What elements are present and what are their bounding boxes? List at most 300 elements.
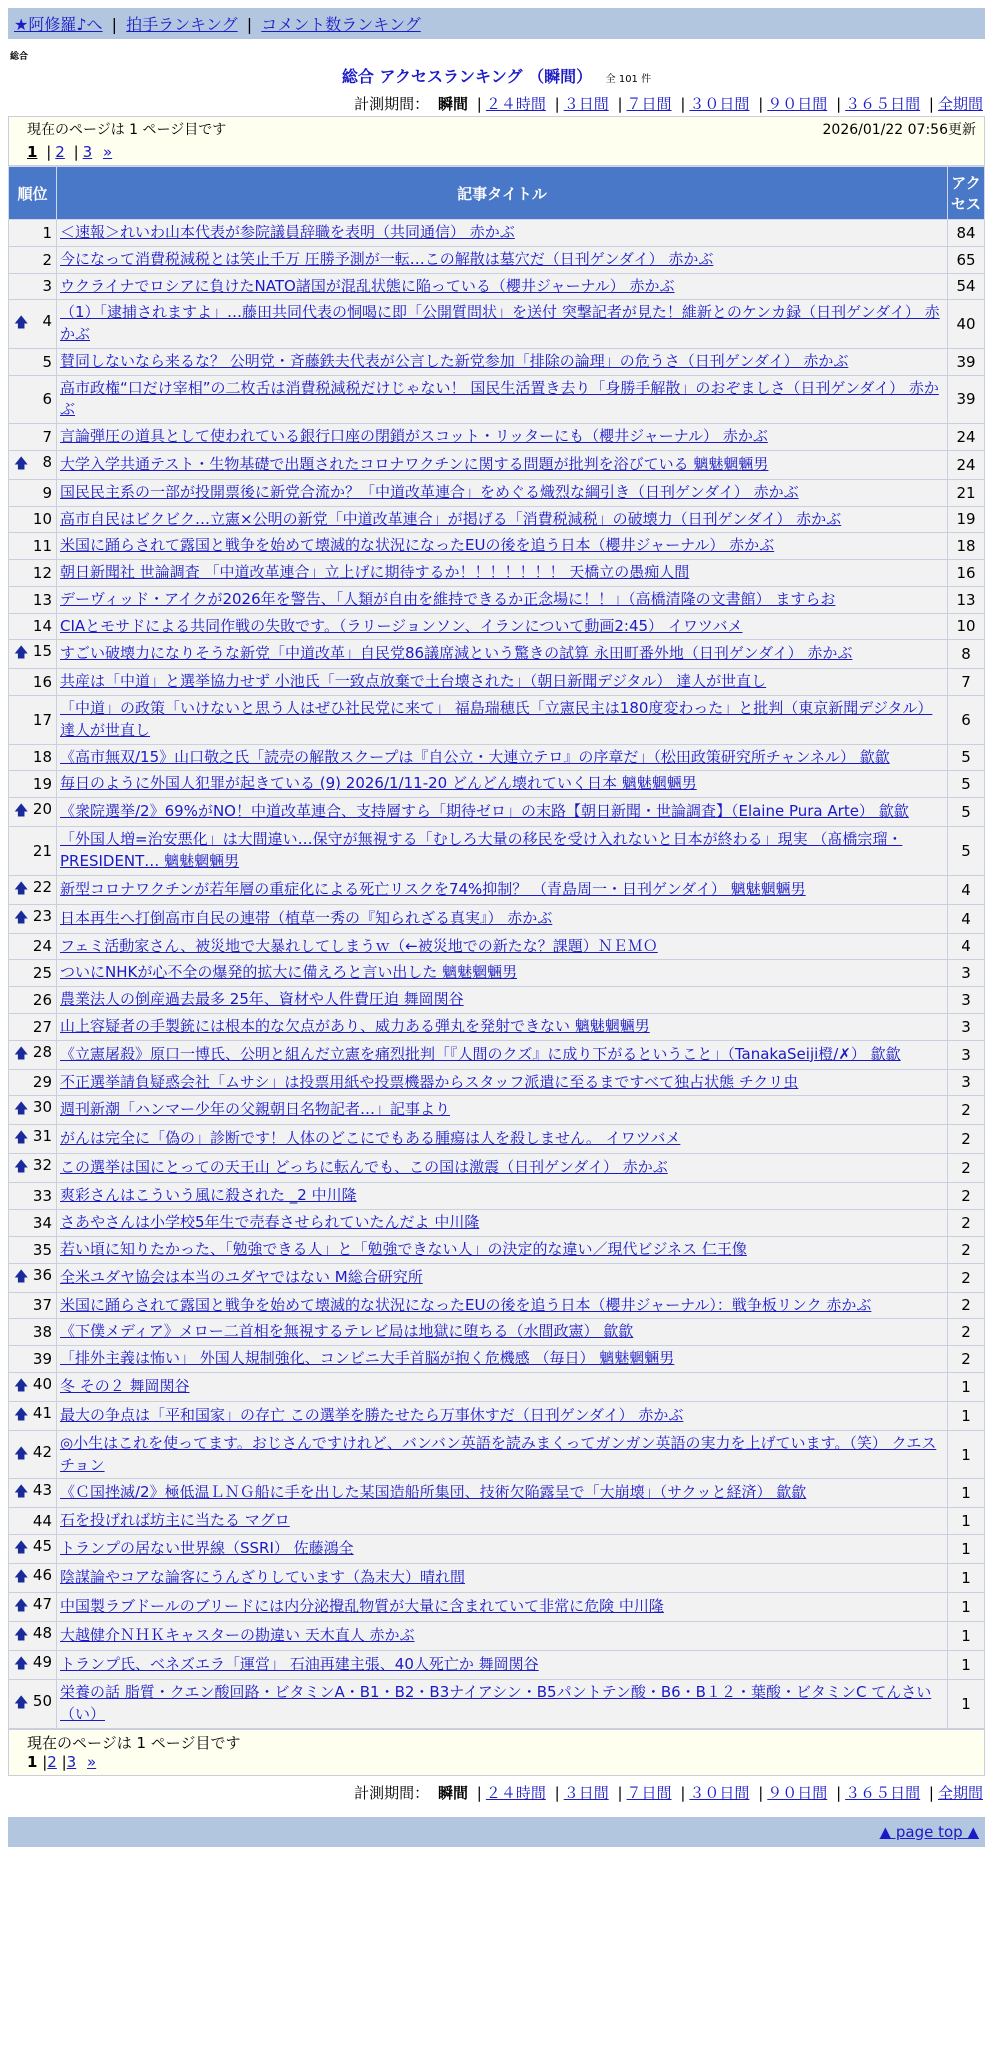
rank-number: 44 <box>32 1512 52 1531</box>
title-cell <box>57 798 948 827</box>
table-row <box>9 1040 985 1069</box>
ranking-table <box>8 166 985 1729</box>
period-option-30d-bottom[interactable]: ３０日間 <box>689 1783 750 1802</box>
article-link[interactable]: さあやさんは小学校5年生で売春させられていたんだよ 中川隆 <box>60 1213 480 1231</box>
access-count: 5 <box>948 744 985 771</box>
article-link[interactable]: CIAとモサドによる共同作戦の失敗です。（ラリージョンソン、イランについて動画2:45） イワツバメ <box>60 616 743 635</box>
rank-number: 29 <box>32 1073 52 1092</box>
up-arrow-icon: 🡅 <box>14 1377 29 1394</box>
article-link[interactable]: 冬 その２ 舞岡関谷 <box>60 1376 190 1395</box>
col-count-header: アクセス <box>948 167 985 220</box>
article-link[interactable]: 不正選挙請負疑惑会社「ムサシ」は投票用紙や投票機器からスタッフ派遣に至るまですべて独占状態 チクリ虫 <box>60 1072 799 1091</box>
rank-cell <box>9 220 57 247</box>
title-cell <box>57 1236 948 1263</box>
current-page-text-bottom: 現在のページは 1 ページ目です <box>27 1733 241 1752</box>
period-option-7d-bottom[interactable]: ７日間 <box>626 1783 672 1802</box>
article-link[interactable]: フェミ活動家さん、被災地で大暴れしてしまうｗ（←被災地での新たな？課題）ＮＥＭＯ <box>60 936 658 955</box>
page-next-link[interactable]: » <box>103 143 113 161</box>
table-row <box>9 1069 985 1096</box>
article-link[interactable]: 《下僕メディア》メロー二首相を無視するテレビ局は地獄に堕ちる（水間政憲） 歙歙 <box>60 1322 634 1341</box>
article-link[interactable]: ＜速報＞れいわ山本代表が参院議員辞職を表明（共同通信） 赤かぶ <box>60 223 515 241</box>
rank-cell <box>9 904 57 933</box>
access-count: 2 <box>948 1096 985 1125</box>
up-arrow-icon: 🡅 <box>14 315 29 331</box>
access-count: 3 <box>948 1069 985 1096</box>
period-option-3d[interactable]: ３日間 <box>563 95 609 113</box>
article-link[interactable]: 大学入学共通テスト・生物基礎で出題されたコロナワクチンに関する問題が批判を浴びている 魑魅魍魎男 <box>60 454 769 473</box>
rank-cell <box>9 1096 57 1125</box>
title-cell <box>57 1372 948 1401</box>
title-cell <box>57 1651 948 1680</box>
rank-cell <box>9 533 57 560</box>
page-current-bottom: 1 <box>27 1752 38 1771</box>
rank-number: 15 <box>32 642 52 661</box>
page-current: 1 <box>27 143 38 161</box>
rank-cell <box>9 1319 57 1346</box>
access-count: 5 <box>948 827 985 876</box>
article-link[interactable]: 《Ｃ国挫滅/2》極低温ＬＮＧ船に手を出した某国造船所集団、技術欠陥露呈で「大崩壊」（サクッと経済） 歙歙 <box>60 1483 807 1502</box>
access-count: 18 <box>948 533 985 560</box>
access-count: 2 <box>948 1183 985 1210</box>
rank-number: 36 <box>32 1265 52 1284</box>
title-cell <box>57 1183 948 1210</box>
title-cell <box>57 1622 948 1651</box>
table-row <box>9 744 985 771</box>
rank-cell <box>9 1236 57 1263</box>
access-count: 1 <box>948 1401 985 1430</box>
rank-cell <box>9 1564 57 1593</box>
period-option-24h-bottom[interactable]: ２４時間 <box>485 1783 546 1802</box>
period-option-90d[interactable]: ９０日間 <box>767 95 828 113</box>
rank-number: 34 <box>32 1213 52 1232</box>
rank-cell <box>9 1040 57 1069</box>
table-row <box>9 479 985 506</box>
rank-number: 48 <box>32 1624 52 1642</box>
article-link[interactable]: 言論弾圧の道具として使われている銀行口座の閉鎖がスコット・リッターにも（櫻井ジャーナル） 赤かぶ <box>60 427 768 445</box>
rank-cell <box>9 560 57 587</box>
title-cell <box>57 1535 948 1564</box>
rank-number: 13 <box>32 590 52 609</box>
article-link[interactable]: 国民民主系の一部が投開票後に新党合流か？「中道改革連合」をめぐる熾烈な綱引き（日刊ゲンダイ） 赤かぶ <box>60 482 799 501</box>
rank-cell <box>9 1479 57 1508</box>
col-title-header: 記事タイトル <box>57 167 948 220</box>
article-link[interactable]: 高市政権“口だけ宰相”の二枚舌は消費税減税だけじゃない！ 国民生活置き去り「身勝手解散」のおぞましさ（日刊ゲンダイ） 赤かぶ <box>60 378 939 419</box>
up-arrow-icon: 🡅 <box>14 1694 29 1711</box>
article-link[interactable]: すごい破壊力になりそうな新党「中道改革」自民党86議席減という驚きの試算 永田町番外地（日刊ゲンダイ） 赤かぶ <box>60 644 853 663</box>
table-row <box>9 1622 985 1651</box>
title-cell <box>57 613 948 640</box>
article-link[interactable]: 爽彩さんはこういう風に殺された _2 中川隆 <box>60 1186 357 1205</box>
article-link[interactable]: トランプ氏、ベネズエラ「運営」 石油再建主張、40人死亡か 舞岡関谷 <box>60 1655 539 1674</box>
table-row <box>9 640 985 669</box>
title-cell <box>57 1040 948 1069</box>
access-count: 1 <box>948 1651 985 1680</box>
footer-bar <box>8 1817 985 1847</box>
rank-number: 6 <box>42 390 52 409</box>
table-row <box>9 669 985 696</box>
page-link-2-bottom[interactable]: 2 <box>47 1752 57 1771</box>
title-cell <box>57 1593 948 1622</box>
article-link[interactable]: 農業法人の倒産過去最多 25年、資材や人件費圧迫 舞岡関谷 <box>60 990 464 1008</box>
rank-cell <box>9 1372 57 1401</box>
article-link[interactable]: この選挙は国にとっての天王山 どっちに転んでも、この国は激震（日刊ゲンダイ） 赤かぶ <box>60 1158 668 1177</box>
access-count: 1 <box>948 1479 985 1508</box>
access-count: 6 <box>948 696 985 745</box>
title-cell <box>57 450 948 479</box>
up-arrow-icon: 🡅 <box>14 1159 29 1176</box>
table-row <box>9 1564 985 1593</box>
page-top-link[interactable]: ▲ page top ▲ <box>879 1822 979 1841</box>
title-cell <box>57 1013 948 1040</box>
period-option-24h[interactable]: ２４時間 <box>485 95 546 113</box>
up-arrow-icon: 🡅 <box>14 1569 29 1585</box>
site-home-link[interactable]: ★阿修羅♪へ <box>14 15 103 34</box>
separator: | <box>246 15 253 34</box>
table-row <box>9 1651 985 1680</box>
rank-cell <box>9 273 57 300</box>
period-option-365d[interactable]: ３６５日間 <box>845 95 921 113</box>
access-count: 84 <box>948 220 985 247</box>
article-link[interactable]: （1）「逮捕されますよ」…藤田共同代表の恫喝に即「公開質問状」を送付 突撃記者が見た！維新とのケンカ録（日刊ゲンダイ） 赤かぶ <box>60 303 940 343</box>
article-link[interactable]: 石を投げれば坊主に当たる マグロ <box>60 1511 290 1530</box>
article-link[interactable]: 《立憲屠殺》原口一博氏、公明と組んだ立憲を痛烈批判「『人間のクズ』に成り下がるということ」（TanakaSeiji橙/✗） 歙歙 <box>60 1044 901 1063</box>
applause-ranking-link[interactable]: 拍手ランキング <box>126 15 238 34</box>
table-row <box>9 273 985 300</box>
rank-number: 18 <box>32 748 52 767</box>
period-option-3d-bottom[interactable]: ３日間 <box>563 1783 609 1802</box>
title-cell <box>57 1401 948 1430</box>
table-row <box>9 1401 985 1430</box>
table-row <box>9 1125 985 1154</box>
title-cell <box>57 1430 948 1479</box>
rank-number: 22 <box>32 877 52 896</box>
article-link[interactable]: 「排外主義は怖い」 外国人規制強化、コンビニ大手首脳が抱く危機感 （毎日） 魑魅魍魎男 <box>60 1349 675 1367</box>
rank-number: 31 <box>32 1127 52 1146</box>
page-link-3[interactable]: 3 <box>82 143 93 161</box>
title-cell <box>57 506 948 533</box>
rank-number: 2 <box>42 250 52 269</box>
title-cell <box>57 1319 948 1346</box>
ranking-title: 総合 アクセスランキング （瞬間） <box>341 67 593 86</box>
rank-number: 23 <box>32 906 52 925</box>
access-count: 2 <box>948 1154 985 1183</box>
article-link[interactable]: 「中道」の政策「いけないと思う人はぜひ社民党に来て」 福島瑞穂氏「立憲民主は180度変わった」と批判（東京新聞デジタル） 達人が世直し <box>60 699 933 739</box>
access-count: 2 <box>948 1319 985 1346</box>
table-row <box>9 1013 985 1040</box>
article-link[interactable]: 高市自民はビクビク…立憲×公明の新党「中道改革連合」が掲げる「消費税減税」の破壊力（日刊ゲンダイ） 赤かぶ <box>60 509 842 528</box>
rank-number: 41 <box>32 1403 52 1422</box>
rank-cell <box>9 744 57 771</box>
table-row <box>9 450 985 479</box>
access-count: 3 <box>948 960 985 987</box>
access-count: 2 <box>948 1236 985 1263</box>
access-count: 2 <box>948 1292 985 1319</box>
article-link[interactable]: 栄養の話 脂質・クエン酸回路・ビタミンA・B1・B2・B3ナイアシン・B5パントテン酸・B6・B１２・葉酸・ビタミンC てんさい（い） <box>60 1683 932 1723</box>
access-count: 2 <box>948 1263 985 1292</box>
rank-cell <box>9 1292 57 1319</box>
period-current-bottom: 瞬間 <box>437 1783 468 1802</box>
rank-cell <box>9 1013 57 1040</box>
access-count: 1 <box>948 1622 985 1651</box>
top-nav-bar <box>8 8 985 39</box>
table-row <box>9 827 985 876</box>
access-count: 40 <box>948 300 985 349</box>
title-cell <box>57 1263 948 1292</box>
access-count: 21 <box>948 479 985 506</box>
table-row <box>9 960 985 987</box>
rank-cell <box>9 300 57 349</box>
rank-cell <box>9 1430 57 1479</box>
rank-number: 37 <box>32 1296 52 1315</box>
rank-cell <box>9 375 57 424</box>
title-cell <box>57 348 948 375</box>
title-cell <box>57 744 948 771</box>
period-option-365d-bottom[interactable]: ３６５日間 <box>845 1783 921 1802</box>
article-link[interactable]: 陰謀論やコアな論客にうんざりしています（為末大）晴れ間 <box>60 1568 466 1587</box>
article-link[interactable]: 賛同しないなら来るな？ 公明党・斉藤鉄夫代表が公言した新党参加「排除の論理」の危うさ（日刊ゲンダイ） 赤かぶ <box>60 351 849 370</box>
table-row <box>9 1096 985 1125</box>
comment-ranking-link[interactable]: コメント数ランキング <box>261 15 421 34</box>
title-cell <box>57 1680 948 1729</box>
rank-cell <box>9 1401 57 1430</box>
article-link[interactable]: 中国製ラブドールのブリードには内分泌攪乱物質が大量に含まれていて非常に危険 中川隆 <box>60 1597 664 1616</box>
access-count: 1 <box>948 1508 985 1535</box>
article-link[interactable]: がんは完全に「偽の」診断です！人体のどこにでもある腫瘍は人を殺しません。 イワツバメ <box>60 1129 681 1148</box>
table-row <box>9 1292 985 1319</box>
article-link[interactable]: ウクライナでロシアに負けたNATO諸国が混乱状態に陥っている（櫻井ジャーナル） 赤かぶ <box>60 276 675 295</box>
rank-number: 40 <box>32 1374 52 1393</box>
rank-number: 21 <box>32 841 52 860</box>
rank-cell <box>9 798 57 827</box>
access-count: 4 <box>948 875 985 904</box>
table-row <box>9 300 985 349</box>
title-cell <box>57 1292 948 1319</box>
rank-cell <box>9 586 57 613</box>
rank-number: 12 <box>32 563 52 582</box>
rank-number: 30 <box>32 1098 52 1117</box>
table-row <box>9 560 985 587</box>
title-cell <box>57 987 948 1014</box>
category-label: 総合 <box>10 52 29 62</box>
article-link[interactable]: 《衆院選挙/2》69%がNO！中道改革連合、支持層すら「期待ゼロ」の末路【朝日新聞・世論調査】（Elaine Pura Arte） 歙歙 <box>60 802 909 821</box>
access-count: 1 <box>948 1535 985 1564</box>
article-link[interactable]: ついにNHKが心不全の爆発的拡大に備えろと言い出した 魑魅魍魎男 <box>60 963 518 982</box>
table-row <box>9 220 985 247</box>
title-cell <box>57 1508 948 1535</box>
title-cell <box>57 479 948 506</box>
table-row <box>9 987 985 1014</box>
up-arrow-icon: 🡅 <box>14 909 29 926</box>
table-row <box>9 1210 985 1237</box>
up-arrow-icon: 🡅 <box>14 1598 29 1614</box>
rank-cell <box>9 1154 57 1183</box>
access-count: 5 <box>948 771 985 798</box>
rank-number: 19 <box>32 775 52 794</box>
rank-cell <box>9 1210 57 1237</box>
rank-cell <box>9 933 57 960</box>
access-count: 3 <box>948 987 985 1014</box>
page-info-top <box>8 116 985 166</box>
up-arrow-icon: 🡅 <box>14 1484 29 1501</box>
title-cell <box>57 933 948 960</box>
table-row <box>9 798 985 827</box>
title-cell <box>57 669 948 696</box>
title-cell <box>57 827 948 876</box>
access-count: 54 <box>948 273 985 300</box>
article-link[interactable]: 朝日新聞社 世論調査 「中道改革連合」立上げに期待するか！！！！！！！ 天橋立の愚痴人間 <box>60 563 690 581</box>
title-cell <box>57 771 948 798</box>
rank-number: 50 <box>32 1691 52 1710</box>
title-cell <box>57 1125 948 1154</box>
up-arrow-icon: 🡅 <box>14 1540 29 1556</box>
rank-cell <box>9 960 57 987</box>
period-option-7d[interactable]: ７日間 <box>626 95 672 113</box>
rank-cell <box>9 1593 57 1622</box>
article-link[interactable]: 新型コロナワクチンが若年層の重症化による死亡リスクを74%抑制？ （青島周一・日刊ゲンダイ） 魑魅魍魎男 <box>60 879 806 898</box>
table-row <box>9 1430 985 1479</box>
title-cell <box>57 1069 948 1096</box>
up-arrow-icon: 🡅 <box>14 880 29 897</box>
table-row <box>9 1319 985 1346</box>
article-link[interactable]: トランプの居ない世界線（SSRI） 佐藤鴻全 <box>60 1539 354 1558</box>
rank-number: 26 <box>32 990 52 1009</box>
article-link[interactable]: 共産は「中道」と選挙協力せず 小池氏「一致点放棄で土台壊された」（朝日新聞デジタル） 達人が世直し <box>60 672 767 691</box>
article-link[interactable]: 日本再生へ打倒高市自民の連帯（植草一秀の『知られざる真実』） 赤かぶ <box>60 908 553 927</box>
updated-timestamp: 2026/01/22 07:56更新 <box>822 122 976 138</box>
title-cell <box>57 586 948 613</box>
table-row <box>9 586 985 613</box>
access-count: 4 <box>948 904 985 933</box>
rank-cell <box>9 1069 57 1096</box>
article-link[interactable]: 大越健介ＮＨＫキャスターの勘違い 天木直人 赤かぶ <box>60 1626 415 1645</box>
period-option-all-bottom[interactable]: 全期間 <box>937 1783 983 1802</box>
article-link[interactable]: 米国に踊らされて露国と戦争を始めて壊滅的な状況になったEUの後を追う日本（櫻井ジャーナル）：戦争板リンク 赤かぶ <box>60 1295 872 1314</box>
title-cell <box>57 960 948 987</box>
rank-number: 28 <box>32 1042 52 1061</box>
table-row <box>9 613 985 640</box>
article-link[interactable]: 若い頃に知りたかった、「勉強できる人」と「勉強できない人」の決定的な違い／現代ビジネス 仁王像 <box>60 1239 747 1258</box>
rank-number: 32 <box>32 1156 52 1175</box>
up-arrow-icon: 🡅 <box>14 803 29 819</box>
rank-number: 38 <box>32 1323 52 1342</box>
period-option-all[interactable]: 全期間 <box>937 95 983 113</box>
title-cell <box>57 273 948 300</box>
access-count: 16 <box>948 560 985 587</box>
article-link[interactable]: デーヴィッド・アイクが2026年を警告、「人類が自由を維持できるか正念場に！！」（高橋清隆の文書館） ますらお <box>60 589 836 608</box>
rank-cell <box>9 875 57 904</box>
table-row <box>9 696 985 745</box>
table-row <box>9 1346 985 1373</box>
rank-number: 33 <box>32 1187 52 1206</box>
rank-cell <box>9 424 57 451</box>
table-row <box>9 1236 985 1263</box>
table-row <box>9 1479 985 1508</box>
table-row <box>9 506 985 533</box>
access-count: 2 <box>948 1346 985 1373</box>
article-link[interactable]: 《高市無双/15》山口敬之氏「読売の解散スクープは『自公立・大連立テロ』の序章だ」（松田政策研究所チャンネル） 歙歙 <box>60 747 890 766</box>
title-cell <box>57 560 948 587</box>
title-cell <box>57 1210 948 1237</box>
table-row <box>9 1263 985 1292</box>
rank-number: 9 <box>42 483 52 502</box>
period-option-90d-bottom[interactable]: ９０日間 <box>767 1783 828 1802</box>
access-count: 8 <box>948 640 985 669</box>
article-link[interactable]: 毎日のように外国人犯罪が起きている (9) 2026/1/11-20 どんどん壊れていく日本 魑魅魍魎男 <box>60 774 697 793</box>
page-link-2[interactable]: 2 <box>55 143 65 161</box>
article-link[interactable]: 米国に踊らされて露国と戦争を始めて壊滅的な状況になったEUの後を追う日本（櫻井ジャーナル） 赤かぶ <box>60 536 775 555</box>
rank-number: 49 <box>32 1653 52 1671</box>
rank-cell <box>9 348 57 375</box>
access-count: 39 <box>948 375 985 424</box>
table-row <box>9 1593 985 1622</box>
rank-cell <box>9 1622 57 1651</box>
article-link[interactable]: 最大の争点は「平和国家」の存亡 この選挙を勝たせたら万事休すだ（日刊ゲンダイ） 赤かぶ <box>60 1405 684 1424</box>
period-current: 瞬間 <box>437 95 468 113</box>
title-cell <box>57 424 948 451</box>
rank-cell <box>9 1263 57 1292</box>
access-count: 7 <box>948 669 985 696</box>
page-next-link-bottom[interactable]: » <box>87 1752 97 1771</box>
up-arrow-icon: 🡅 <box>14 1045 29 1062</box>
rank-cell <box>9 669 57 696</box>
table-row <box>9 533 985 560</box>
current-page-text: 現在のページは 1 ページ目です <box>27 122 227 138</box>
rank-cell <box>9 771 57 798</box>
table-row <box>9 375 985 424</box>
rank-number: 14 <box>32 617 52 636</box>
up-arrow-icon: 🡅 <box>14 1101 29 1118</box>
title-cell <box>57 904 948 933</box>
rank-number: 46 <box>32 1566 52 1584</box>
access-count: 10 <box>948 613 985 640</box>
title-cell <box>57 1346 948 1373</box>
col-rank-header: 順位 <box>9 167 57 220</box>
rank-cell <box>9 696 57 745</box>
access-count: 4 <box>948 933 985 960</box>
rank-number: 1 <box>42 223 52 242</box>
pagination-top: 1 | 2 | 3 » <box>27 143 113 161</box>
article-link[interactable]: 「外国人増=治安悪化」は大間違い…保守が無視する「むしろ大量の移民を受け入れないと日本が終わる」現実 （髙橋宗瑠・PRESIDENT… 魑魅魍魎男 <box>60 830 903 870</box>
rank-cell <box>9 1535 57 1564</box>
rank-cell <box>9 640 57 669</box>
page-link-3-bottom[interactable]: 3 <box>66 1752 77 1771</box>
up-arrow-icon: 🡅 <box>14 1130 29 1147</box>
rank-cell <box>9 987 57 1014</box>
rank-number: 45 <box>32 1537 52 1555</box>
article-link[interactable]: 山上容疑者の手製銃には根本的な欠点があり、威力ある弾丸を発射できない 魑魅魍魎男 <box>60 1016 650 1035</box>
period-selector-top: 計測期間： 瞬間 | ２４時間 | ３日間 | ７日間 | ３０日間 | ９０日間 | ３６５日間 | 全期間 <box>354 95 983 113</box>
table-row <box>9 904 985 933</box>
article-link[interactable]: 今になって消費税減税とは笑止千万 圧勝予測が一転…この解散は墓穴だ（日刊ゲンダイ） 赤かぶ <box>60 249 714 268</box>
ranking-table-body <box>9 220 985 1729</box>
article-link[interactable]: 全米ユダヤ協会は本当のユダヤではない M総合研究所 <box>60 1267 423 1286</box>
access-count: 24 <box>948 424 985 451</box>
access-count: 1 <box>948 1680 985 1729</box>
rank-cell <box>9 506 57 533</box>
article-link[interactable]: ◎小生はこれを使ってます。おじさんですけれど、バンバン英語を読みまくってガンガン英語の実力を上げています。（笑） クエスチョン <box>60 1433 937 1474</box>
rank-number: 20 <box>32 800 52 818</box>
rank-cell <box>9 613 57 640</box>
period-option-30d[interactable]: ３０日間 <box>689 95 750 113</box>
article-link[interactable]: 週刊新潮「ハンマー少年の父親朝日名物記者…」記事より <box>60 1100 451 1119</box>
up-arrow-icon: 🡅 <box>14 1268 29 1285</box>
title-cell <box>57 1154 948 1183</box>
rank-number: 39 <box>32 1349 52 1368</box>
period-selector-bottom: 計測期間： 瞬間 | ２４時間 | ３日間 | ７日間 | ３０日間 | ９０日間 | ３６５日間 | 全期間 <box>354 1783 983 1802</box>
rank-cell <box>9 1508 57 1535</box>
access-count: 3 <box>948 1013 985 1040</box>
page-title <box>0 64 993 87</box>
